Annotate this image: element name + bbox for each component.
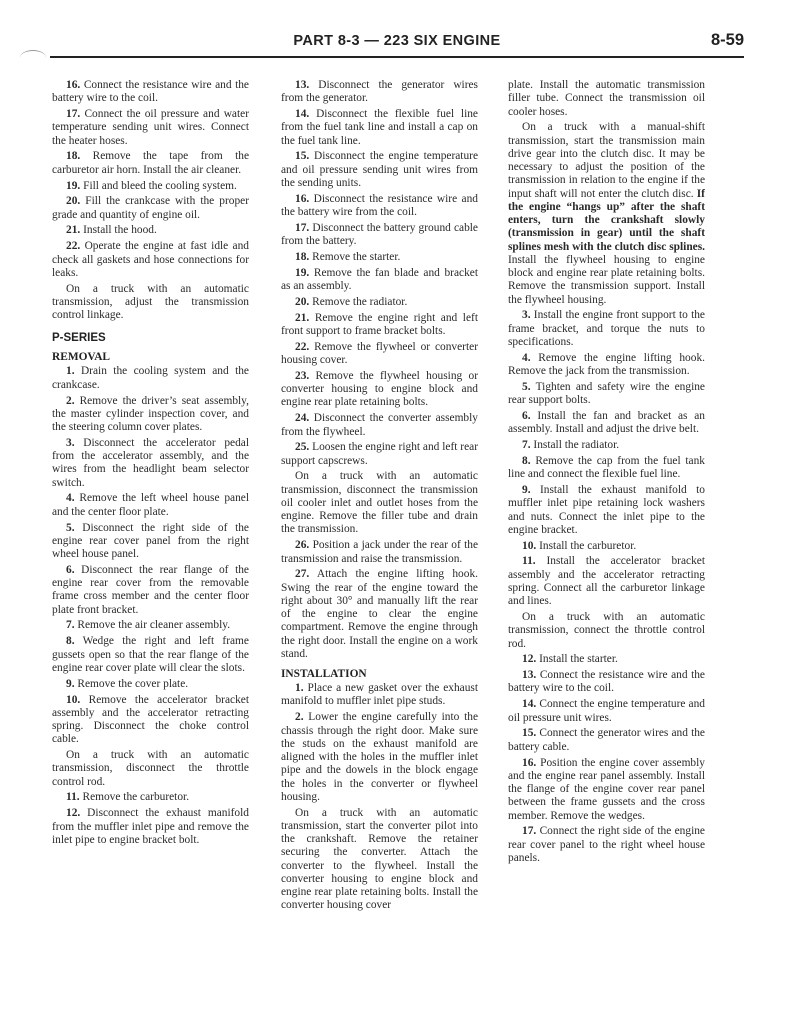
step-number: 8. bbox=[66, 635, 75, 648]
step-paragraph bbox=[52, 437, 249, 490]
step-number: 17. bbox=[66, 108, 81, 121]
step-text: Disconnect the accelerator pedal from the accelerator assembly, and the wires from the headlight beam selector switch. bbox=[52, 436, 249, 489]
step-text: Disconnect the converter assembly from the flywheel. bbox=[281, 412, 478, 438]
step-text: Disconnect the engine temperature and oil pressure sending unit wires from the sending units. bbox=[281, 150, 478, 189]
step-paragraph bbox=[52, 180, 249, 193]
step-number: 1. bbox=[295, 682, 304, 695]
step-paragraph bbox=[281, 251, 478, 264]
step-paragraph bbox=[508, 540, 705, 553]
step-paragraph bbox=[281, 441, 478, 468]
step-number: 4. bbox=[66, 492, 75, 505]
step-number: 14. bbox=[522, 698, 537, 711]
step-paragraph bbox=[508, 757, 705, 823]
step-text: Install the carburetor. bbox=[539, 539, 637, 552]
step-number: 24. bbox=[295, 412, 310, 425]
step-text: Install the radiator. bbox=[533, 439, 620, 452]
step-text: On a truck with an automatic transmission, disconnect the throttle control rod. bbox=[52, 749, 249, 788]
step-number: 3. bbox=[522, 309, 531, 322]
step-number: 8. bbox=[522, 454, 531, 467]
step-text: Remove the driver’s seat assembly, the master cylinder inspection cover, and the steering column cover plates. bbox=[52, 394, 249, 433]
step-paragraph bbox=[508, 352, 705, 379]
step-text: Install the engine front support to the frame bracket, and torque the nuts to specifications. bbox=[508, 309, 705, 348]
step-paragraph bbox=[281, 682, 478, 709]
step-paragraph bbox=[281, 539, 478, 566]
step-paragraph bbox=[52, 365, 249, 392]
step-paragraph bbox=[281, 370, 478, 410]
step-number: 4. bbox=[522, 351, 531, 364]
step-text: Wedge the right and left frame gussets open so that the rear flange of the engine rear cover plate will clear the slots. bbox=[52, 635, 249, 674]
step-number: 16. bbox=[66, 79, 81, 91]
step-text: On a truck with an automatic transmission, disconnect the transmission oil cooler inlet and outlet hoses from the engine. Remove the filler tube and drain the transmission. bbox=[281, 470, 478, 536]
step-paragraph bbox=[52, 694, 249, 747]
step-paragraph bbox=[52, 283, 249, 323]
step-number: 5. bbox=[66, 521, 75, 534]
step-text: Install the fan and bracket as an assembly. Install and adjust the drive belt. bbox=[508, 409, 705, 436]
step-text: Remove the air cleaner assembly. bbox=[77, 619, 231, 632]
step-number: 10. bbox=[522, 539, 537, 552]
step-number: 15. bbox=[295, 150, 310, 163]
step-text: Connect the resistance wire and the battery wire to the coil. bbox=[52, 79, 249, 105]
step-paragraph bbox=[508, 825, 705, 865]
step-text: Disconnect the exhaust manifold from the muffler inlet pipe and remove the inlet pipe to engine bracket bolt. bbox=[52, 807, 249, 846]
step-paragraph bbox=[281, 296, 478, 309]
step-text: Lower the engine carefully into the chassis through the right door. Make sure the studs on the exhaust manifold are aligned with the holes in the muffler inlet pipe and the dowels in the block engage the holes in the converter or flywheel housing. bbox=[281, 711, 478, 803]
step-text: Remove the flywheel housing or converter housing to engine block and engine rear plate retaining bolts. bbox=[281, 369, 478, 409]
step-text: Remove the radiator. bbox=[312, 295, 408, 308]
step-text: Connect the resistance wire and the battery wire to the coil. bbox=[508, 669, 705, 695]
step-number: 2. bbox=[295, 711, 304, 724]
step-number: 14. bbox=[295, 108, 310, 121]
step-text: Disconnect the generator wires from the generator. bbox=[281, 79, 478, 105]
step-text: Remove the engine right and left front support to frame bracket bolts. bbox=[281, 311, 478, 337]
step-number: 6. bbox=[66, 563, 75, 576]
step-number: 18. bbox=[295, 250, 310, 263]
step-paragraph bbox=[52, 395, 249, 435]
step-text: Attach the engine lifting hook. Swing the rear of the engine toward the right about 30° and manually lift the rear of the engine to clear the engine compartment. Remove the engine through the right door. Install the engine on a work stand. bbox=[281, 568, 478, 660]
step-text: Operate the engine at fast idle and check all gaskets and hose connections for leaks. bbox=[52, 240, 249, 279]
step-paragraph bbox=[52, 678, 249, 691]
step-paragraph bbox=[52, 635, 249, 675]
step-text: On a truck with a manual-shift transmission, start the transmission main drive gear into the clutch disc. It may be necessary to adjust the position of the transmission in relation to the engine if the input shaft will not enter the clutch disc. bbox=[508, 121, 705, 200]
subsection-heading: INSTALLATION bbox=[281, 668, 367, 681]
step-text: Remove the accelerator bracket assembly and the accelerator retracting spring. Disconnect the choke control cable. bbox=[52, 693, 249, 746]
step-number: 20. bbox=[295, 295, 310, 308]
page-header bbox=[50, 30, 744, 58]
step-paragraph bbox=[281, 150, 478, 190]
step-text: Disconnect the battery ground cable from the battery. bbox=[281, 221, 478, 248]
step-text: Connect the oil pressure and water temperature sending unit wires. Connect the heater hoses. bbox=[52, 108, 249, 147]
step-text: Disconnect the flexible fuel line from the fuel tank line and install a cap on the fuel tank line. bbox=[281, 108, 478, 147]
step-text: Remove the fan blade and bracket as an assembly. bbox=[281, 266, 478, 293]
step-paragraph bbox=[281, 807, 478, 913]
step-paragraph bbox=[281, 193, 478, 220]
step-paragraph bbox=[508, 669, 705, 696]
step-paragraph bbox=[52, 79, 249, 106]
step-number: 12. bbox=[522, 653, 537, 666]
step-text: Fill the crankcase with the proper grade and quantity of engine oil. bbox=[52, 195, 249, 221]
step-paragraph bbox=[281, 79, 478, 106]
step-text: Connect the generator wires and the battery cable. bbox=[508, 727, 705, 753]
step-paragraph bbox=[508, 698, 705, 725]
step-number: 19. bbox=[295, 266, 310, 279]
step-text: Remove the cover plate. bbox=[77, 677, 189, 690]
step-paragraph bbox=[281, 711, 478, 804]
step-number: 16. bbox=[522, 756, 537, 769]
step-text: Tighten and safety wire the engine rear support bolts. bbox=[508, 380, 705, 407]
step-text: On a truck with an automatic transmission, start the converter pilot into the crankshaft. Remove the retainer securing the converter. Attach the converter to the flywheel. Install the converter housing to engine block and engine rear plate retaining bolts. Install the converter housing cover bbox=[281, 806, 478, 912]
step-number: 11. bbox=[522, 555, 536, 568]
step-number: 7. bbox=[522, 439, 531, 452]
step-number: 22. bbox=[295, 340, 310, 353]
step-text: Install the starter. bbox=[539, 653, 618, 666]
step-number: 2. bbox=[66, 394, 75, 407]
step-text: Remove the cap from the fuel tank line and connect the flexible fuel line. bbox=[508, 454, 705, 481]
page-number: 8-59 bbox=[710, 31, 744, 49]
step-paragraph bbox=[508, 653, 705, 666]
step-number: 9. bbox=[522, 484, 531, 496]
step-text: On a truck with an automatic transmission, connect the throttle control rod. bbox=[508, 611, 705, 650]
step-paragraph bbox=[508, 381, 705, 408]
step-number: 7. bbox=[66, 619, 75, 632]
step-paragraph bbox=[508, 727, 705, 754]
step-text: Fill and bleed the cooling system. bbox=[83, 179, 237, 192]
step-paragraph bbox=[508, 410, 705, 437]
step-paragraph bbox=[508, 555, 705, 608]
step-number: 3. bbox=[66, 436, 75, 449]
step-text: Position a jack under the rear of the transmission and raise the transmission. bbox=[281, 539, 478, 565]
step-paragraph bbox=[281, 412, 478, 439]
step-text: Disconnect the rear flange of the engine rear cover from the removable frame cross member and the center floor plate front bracket. bbox=[52, 563, 249, 616]
text-column-1 bbox=[52, 79, 249, 850]
step-paragraph bbox=[508, 439, 705, 452]
step-paragraph bbox=[52, 619, 249, 632]
step-number: 27. bbox=[295, 568, 310, 581]
step-text: plate. Install the automatic transmission filler tube. Connect the transmission oil cooler hoses. bbox=[508, 79, 705, 118]
step-text: Position the engine cover assembly and the engine rear panel assembly. Install the flange of the engine cover rear panel between the frame gussets and the cross member. Remove the wedges. bbox=[508, 756, 705, 822]
step-text: Install the accelerator bracket assembly and the accelerator retracting spring. Connect all the carburetor linkage and lines. bbox=[508, 555, 705, 608]
step-number: 17. bbox=[295, 221, 310, 234]
step-bold-text: If the engine “hangs up” after the shaft enters, turn the crankshaft slowly (transmission in gear) until the shaft splines mesh with the clutch disc splines. bbox=[508, 187, 705, 253]
step-number: 23. bbox=[295, 369, 310, 382]
step-number: 17. bbox=[522, 825, 537, 838]
step-number: 16. bbox=[295, 192, 310, 205]
step-number: 6. bbox=[522, 409, 531, 422]
step-text: Remove the carburetor. bbox=[82, 791, 190, 804]
step-paragraph bbox=[52, 492, 249, 519]
step-paragraph bbox=[281, 568, 478, 661]
step-number: 10. bbox=[66, 693, 81, 706]
step-number: 18. bbox=[66, 150, 81, 163]
step-text: Remove the flywheel or converter housing cover. bbox=[281, 340, 478, 367]
step-text: Drain the cooling system and the crankcase. bbox=[52, 365, 249, 391]
step-text: Remove the tape from the carburetor air horn. Install the air cleaner. bbox=[52, 150, 249, 176]
step-number: 1. bbox=[66, 365, 75, 378]
page-corner-mark bbox=[20, 50, 46, 65]
step-text: Disconnect the resistance wire and the battery wire from the coil. bbox=[281, 192, 478, 219]
step-paragraph bbox=[508, 484, 705, 537]
step-paragraph bbox=[52, 749, 249, 789]
step-paragraph bbox=[52, 195, 249, 222]
section-heading: P-SERIES bbox=[52, 332, 106, 345]
step-text: On a truck with an automatic transmission, adjust the transmission control linkage. bbox=[52, 282, 249, 322]
step-number: 15. bbox=[522, 727, 537, 740]
step-number: 12. bbox=[66, 807, 81, 820]
step-text-continued: Install the flywheel housing to engine block and engine rear plate retaining bolts. Remove the transmission support. Install the flywheel housing. bbox=[508, 253, 705, 306]
step-text: Install the hood. bbox=[83, 224, 157, 237]
step-text: Loosen the engine right and left rear support capscrews. bbox=[281, 441, 478, 467]
text-column-2 bbox=[281, 79, 478, 915]
step-paragraph bbox=[52, 791, 249, 804]
step-paragraph bbox=[508, 309, 705, 349]
step-number: 21. bbox=[66, 224, 81, 237]
step-text: Place a new gasket over the exhaust manifold to muffler inlet pipe studs. bbox=[281, 682, 478, 708]
step-number: 9. bbox=[66, 677, 75, 690]
step-number: 22. bbox=[66, 240, 81, 253]
step-paragraph bbox=[52, 150, 249, 177]
step-paragraph bbox=[281, 312, 478, 339]
step-paragraph bbox=[281, 470, 478, 536]
step-paragraph bbox=[281, 222, 478, 249]
step-text: Disconnect the right side of the engine rear cover panel from the right wheel house panel. bbox=[52, 521, 249, 561]
step-paragraph bbox=[508, 455, 705, 482]
step-number: 19. bbox=[66, 179, 81, 192]
step-text: Remove the engine lifting hook. Remove the jack from the transmission. bbox=[508, 351, 705, 378]
step-text: Connect the engine temperature and oil pressure unit wires. bbox=[508, 698, 705, 724]
step-number: 13. bbox=[295, 79, 310, 91]
step-paragraph bbox=[52, 224, 249, 237]
step-paragraph bbox=[52, 522, 249, 562]
step-text: Connect the right side of the engine rear cover panel to the right wheel house panels. bbox=[508, 825, 705, 864]
text-column-3 bbox=[508, 79, 705, 868]
step-paragraph bbox=[52, 240, 249, 280]
step-paragraph bbox=[281, 267, 478, 294]
step-paragraph bbox=[52, 564, 249, 617]
step-text: Install the exhaust manifold to muffler inlet pipe retaining lock washers and nuts. Connect the inlet pipe to the engine bracket. bbox=[508, 484, 705, 536]
step-paragraph bbox=[508, 611, 705, 651]
step-number: 21. bbox=[295, 311, 310, 324]
step-paragraph bbox=[508, 121, 705, 307]
step-number: 26. bbox=[295, 539, 310, 552]
step-text: Remove the starter. bbox=[312, 250, 401, 263]
step-number: 5. bbox=[522, 380, 531, 393]
step-paragraph bbox=[52, 807, 249, 847]
page-title: PART 8-3 — 223 SIX ENGINE bbox=[293, 33, 501, 49]
step-paragraph bbox=[508, 79, 705, 119]
step-number: 25. bbox=[295, 441, 310, 454]
step-number: 11. bbox=[66, 791, 80, 804]
step-paragraph bbox=[52, 108, 249, 148]
step-paragraph bbox=[281, 341, 478, 368]
step-number: 20. bbox=[66, 195, 81, 208]
step-number: 13. bbox=[522, 669, 537, 682]
step-text: Remove the left wheel house panel and the center floor plate. bbox=[52, 492, 249, 518]
step-paragraph bbox=[281, 108, 478, 148]
subsection-heading: REMOVAL bbox=[52, 351, 111, 364]
